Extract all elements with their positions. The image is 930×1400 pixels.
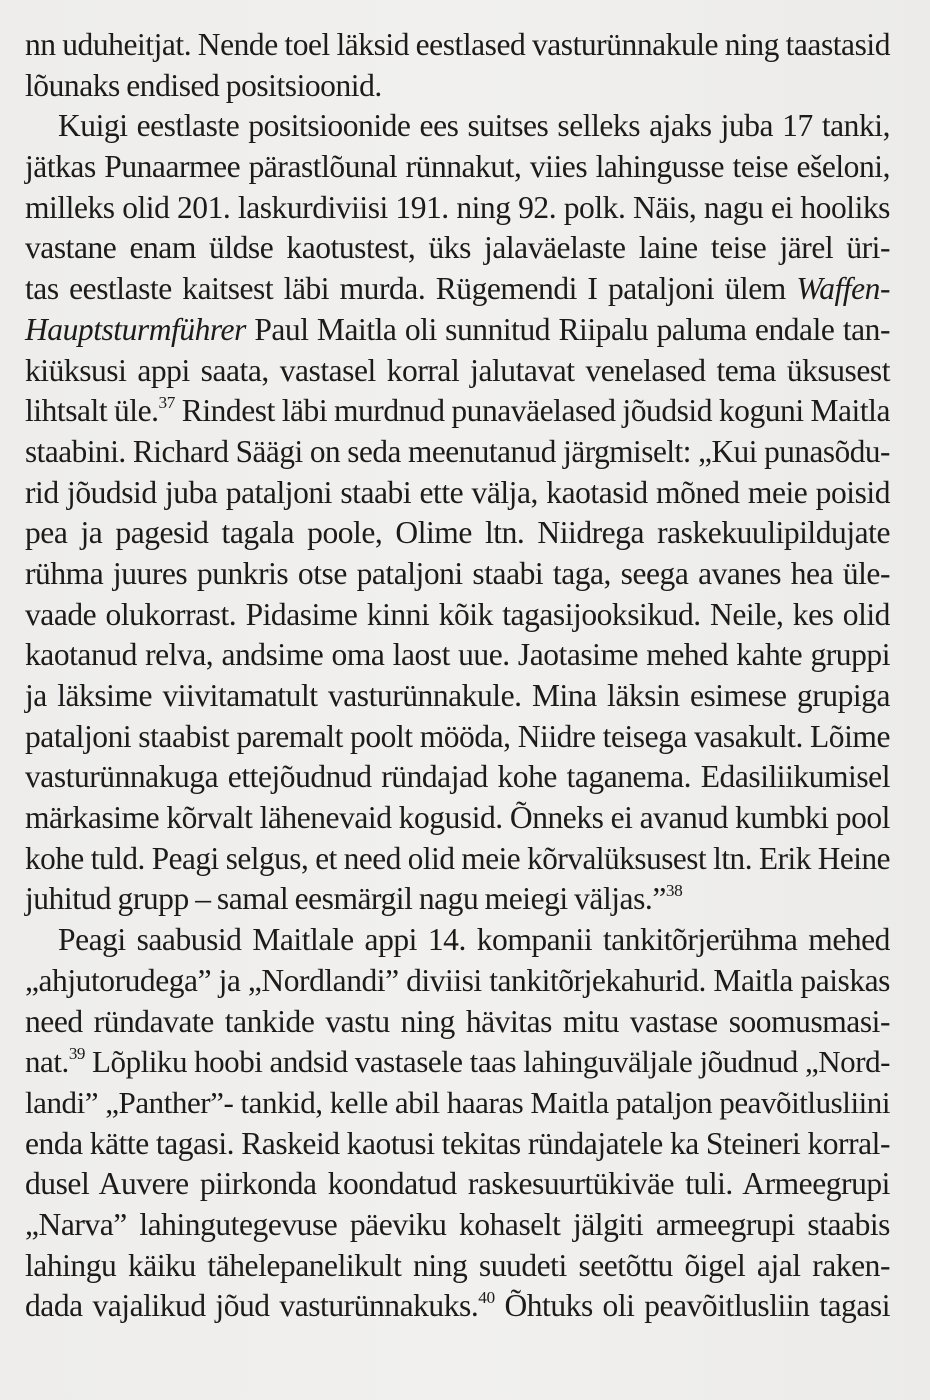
text-line: kohe tuld. Peagi selgus, et need olid meie kõrvalüksusest ltn. Erik Heine [25, 840, 890, 876]
text-line: nn uduheitjat. Nende toel läksid eestlased vasturünnakule ning taastasid [25, 27, 890, 62]
text-line: rid jõudsid juba pataljoni staabi ette välja, kaotasid mõned meie poisid [25, 474, 890, 510]
text-line: „Narva” lahingutegevuse päeviku kohaselt jälgiti armeegrupi staabis [25, 1206, 890, 1242]
footnote-marker: 37 [158, 393, 175, 413]
text-line: milleks olid 201. laskurdiviisi 191. ning 92. polk. Näis, nagu ei hooliks [25, 189, 890, 225]
text-segment: Õhtuks oli peavõitlusliin tagasi [494, 1288, 890, 1324]
italic-term: Waffen- [796, 271, 890, 307]
text-line: enda kätte tagasi. Raskeid kaotusi tekitas ründajatele ka Steineri korral- [25, 1125, 890, 1161]
text-line [25, 1286, 890, 1327]
text-line: ja läksime viivitamatult vasturünnakule. Mina läksin esimese grupiga [25, 678, 890, 713]
text-segment: Paul Maitla oli sunnitud Riipalu paluma endale tan- [245, 311, 890, 347]
text-line: dusel Auvere piirkonda koondatud raskesuurtükiväe tuli. Armeegrupi [25, 1166, 890, 1202]
text-line: vaade olukorrast. Pidasime kinni kõik tagasijooksikud. Neile, kes olid [25, 596, 890, 632]
text-line: kiüksusi appi saata, vastasel korral jalutavat venelased tema üksusest [25, 352, 890, 388]
text-segment: Rindest läbi murdnud punaväelased jõudsid koguni Maitla [174, 393, 890, 429]
body-text [25, 25, 890, 1327]
text-line [25, 391, 890, 432]
text-line: staabini. Richard Säägi on seda meenutanud järgmiselt: „Kui punasõdu- [25, 433, 890, 469]
text-segment: nat. [25, 1044, 69, 1080]
italic-term: Hauptsturmführer [25, 311, 246, 347]
text-line: „ahjutorudega” ja „Nordlandi” diviisi tankitõrjekahurid. Maitla paiskas [25, 962, 890, 998]
text-line: rühma juures punkris otse pataljoni staabi taga, seega avanes hea üle- [25, 555, 890, 591]
text-line: pea ja pagesid tagala poole, Olime ltn. Niidrega raskekuulipildujate [25, 515, 890, 551]
text-segment: dada vajalikud jõud vasturünnakuks. [25, 1288, 479, 1324]
text-line: kaotanud relva, andsime oma laost uue. Jaotasime mehed kahte gruppi [25, 637, 890, 673]
text-segment: juhitud grupp – samal eesmärgil nagu meiegi väljas.” [25, 881, 666, 917]
text-line: Kuigi eestlaste positsioonide ees suitses selleks ajaks juba 17 tanki, [58, 108, 890, 144]
text-line: lahingu käiku tähelepanelikult ning suudeti seetõttu õigel ajal raken- [25, 1247, 890, 1283]
footnote-marker: 38 [665, 881, 683, 901]
text-line: jätkas Punaarmee pärastlõunal rünnakut, viies lahingusse teise ešeloni, [25, 149, 890, 185]
footnote-marker: 40 [478, 1288, 495, 1308]
footnote-marker: 39 [68, 1044, 85, 1064]
text-line: vasturünnakuga ettejõudnud ründajad kohe taganema. Edasiliikumisel [25, 759, 890, 795]
text-line: lõunaks endised positsioonid. [25, 67, 382, 103]
text-line [25, 269, 890, 310]
text-segment: Lõpliku hoobi andsid vastasele taas lahinguväljale jõudnud „Nord- [84, 1044, 890, 1080]
text-line: märkasime kõrvalt lähenevaid kogusid. Õnneks ei avanud kumbki pool [25, 800, 890, 836]
text-line [25, 879, 890, 920]
text-line [25, 1042, 890, 1083]
text-line: pataljoni staabist paremalt poolt mööda, Niidre teisega vasakult. Lõime [25, 718, 890, 754]
text-line: Peagi saabusid Maitlale appi 14. kompanii tankitõrjerühma mehed [58, 922, 890, 958]
text-segment: tas eestlaste kaitsest läbi murda. Rügemendi I pataljoni ülem [25, 271, 797, 307]
text-line: landi” „Panther”- tankid, kelle abil haaras Maitla pataljon peavõitlusliini [25, 1084, 890, 1120]
text-segment: lihtsalt üle. [25, 393, 159, 429]
text-line [25, 310, 890, 351]
text-line: vastane enam üldse kaotustest, üks jalaväelaste laine teise järel üri- [25, 230, 890, 266]
text-line: need ründavate tankide vastu ning hävitas mitu vastase soomusmasi- [25, 1003, 890, 1039]
